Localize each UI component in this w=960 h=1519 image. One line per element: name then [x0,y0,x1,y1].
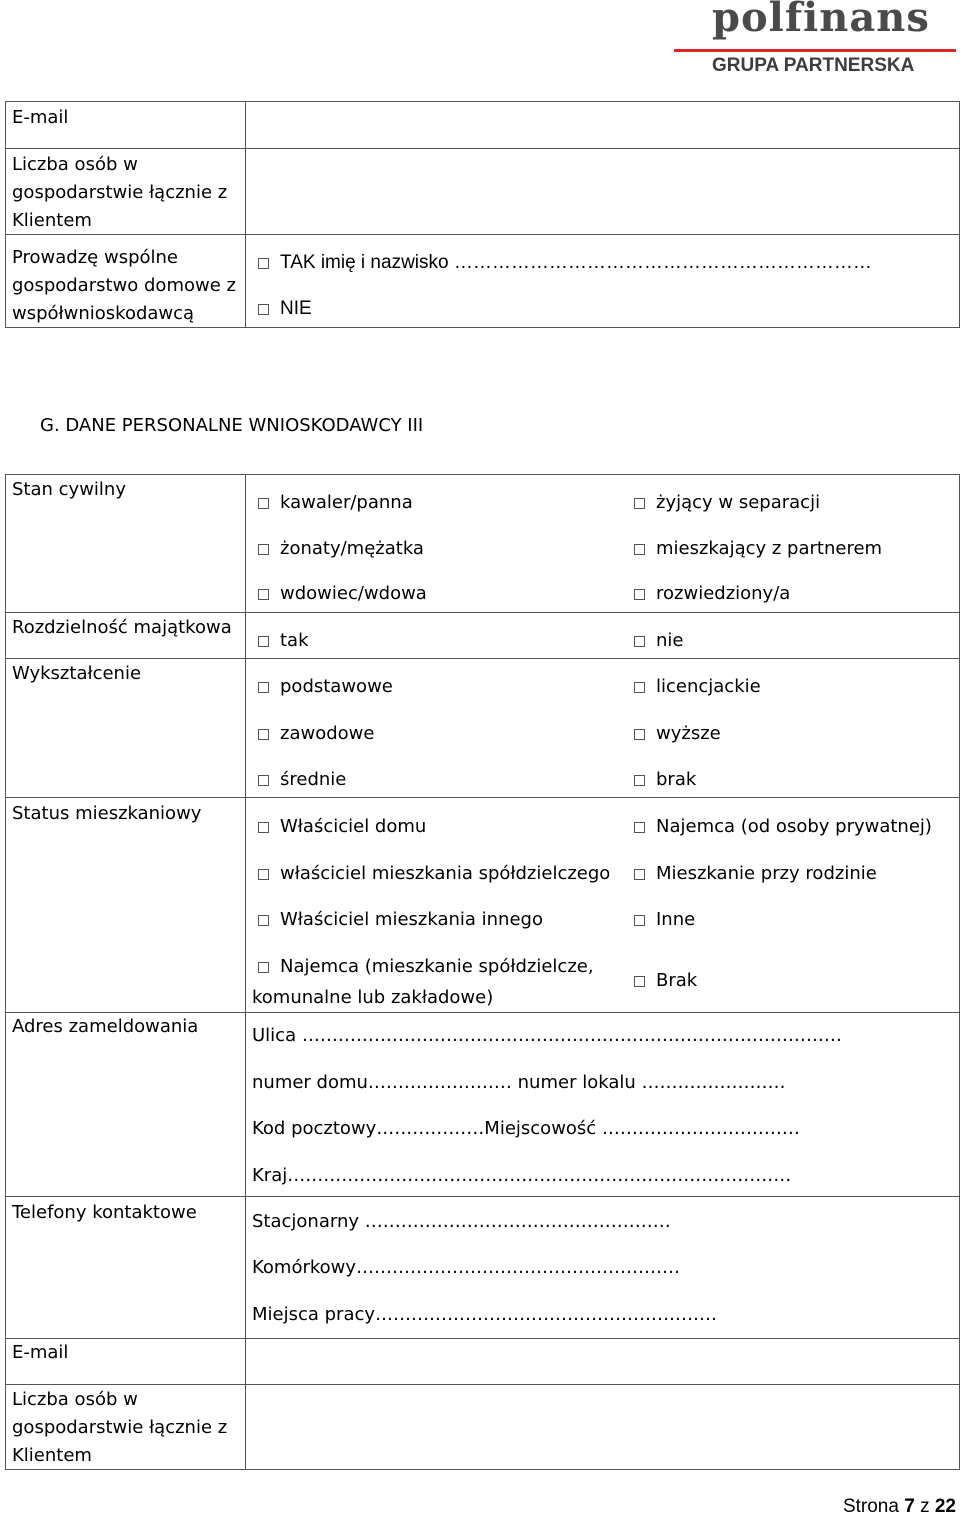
logo-underline [674,49,956,52]
checkbox-icon[interactable] [258,636,269,647]
option-label: tak [280,630,309,651]
checkbox-icon[interactable] [258,258,269,269]
section-heading: G. DANE PERSONALNE WNIOSKODAWCY III [40,415,424,436]
checkbox-icon[interactable] [258,682,269,693]
checkbox-icon[interactable] [258,304,269,315]
option-label: mieszkający z partnerem [656,538,883,559]
option-label: żonaty/mężatka [280,538,424,559]
marital-option[interactable] [258,489,413,517]
housing-option[interactable] [634,860,877,888]
shared-no-label: NIE [280,298,312,319]
option-label: Najemca (mieszkanie spółdzielcze, [280,956,594,977]
checkbox-icon[interactable] [634,822,645,833]
checkbox-icon[interactable] [634,498,645,509]
property-no-option[interactable] [634,627,683,655]
household-count-label: Liczba osób w gospodarstwie łącznie z Klientem [12,154,228,231]
checkbox-icon[interactable] [258,498,269,509]
checkbox-icon[interactable] [258,589,269,600]
option-label: Mieszkanie przy rodzinie [656,863,877,884]
page-total: 22 [934,1496,956,1517]
education-label: Wykształcenie [12,663,142,684]
checkbox-icon[interactable] [634,915,645,926]
option-label: wdowiec/wdowa [280,583,427,604]
shared-no-option[interactable] [258,295,312,323]
page-prefix: Strona [842,1496,905,1517]
checkbox-icon[interactable] [258,775,269,786]
housing-option[interactable] [258,906,543,934]
marital-option[interactable] [634,535,882,563]
option-label: zawodowe [280,723,375,744]
option-label: średnie [280,769,347,790]
landline-field[interactable]: Stacjonarny …………………………………………… [252,1211,671,1232]
shared-yes-option[interactable] [258,249,872,277]
option-label: żyjący w separacji [656,492,821,513]
checkbox-icon[interactable] [258,544,269,555]
page-separator: z [914,1496,935,1517]
option-label: rozwiedziony/a [656,583,791,604]
checkbox-icon[interactable] [634,775,645,786]
checkbox-icon[interactable] [634,544,645,555]
household-count-label: Liczba osób w gospodarstwie łącznie z Klientem [12,1389,228,1466]
work-phone-field[interactable]: Miejsca pracy………………………………………………… [252,1304,718,1325]
education-option[interactable] [258,720,374,748]
email-label: E-mail [12,107,69,128]
housing-option[interactable] [634,813,932,841]
checkbox-icon[interactable] [258,869,269,880]
housing-option[interactable] [634,906,695,934]
checkbox-icon[interactable] [258,822,269,833]
option-label: właściciel mieszkania spółdzielczego [280,863,611,884]
checkbox-icon[interactable] [634,682,645,693]
option-label: licencjackie [656,676,761,697]
mobile-field[interactable]: Komórkowy……………………………………………… [252,1257,681,1278]
checkbox-icon[interactable] [634,976,645,987]
education-option[interactable] [634,766,696,794]
option-label: Brak [656,970,698,991]
option-label: Właściciel mieszkania innego [280,909,543,930]
education-option[interactable] [634,673,761,701]
housing-option[interactable] [258,953,594,981]
housing-option[interactable] [258,813,426,841]
checkbox-icon[interactable] [634,869,645,880]
house-number-field[interactable]: numer domu…………………… numer lokalu …………………… [252,1072,786,1093]
page-current: 7 [904,1496,915,1517]
page-number [843,1496,956,1518]
checkbox-icon[interactable] [258,915,269,926]
logo-subtitle: GRUPA PARTNERSKA [712,55,915,76]
country-field[interactable]: Kraj………………………………………………………………………… [252,1165,792,1186]
marital-option[interactable] [634,580,790,608]
street-field[interactable]: Ulica ……………………………………………………………………………… [252,1025,842,1046]
option-label: Właściciel domu [280,816,427,837]
housing-option[interactable] [258,860,610,888]
property-separation-label: Rozdzielność majątkowa [12,617,232,638]
option-label: Inne [656,909,696,930]
housing-status-label: Status mieszkaniowy [12,803,202,824]
housing-option-continuation: komunalne lub zakładowe) [252,987,494,1008]
option-label: podstawowe [280,676,393,697]
option-label: brak [656,769,697,790]
checkbox-icon[interactable] [634,636,645,647]
logo-wordmark: polfinans [712,0,930,41]
registered-address-label: Adres zameldowania [12,1016,199,1037]
option-label: kawaler/panna [280,492,413,513]
option-label: Najemca (od osoby prywatnej) [656,816,932,837]
checkbox-icon[interactable] [634,729,645,740]
marital-option[interactable] [258,580,427,608]
marital-option[interactable] [634,489,820,517]
marital-option[interactable] [258,535,424,563]
polfinans-logo [674,0,960,82]
option-label: nie [656,630,684,651]
marital-status-label: Stan cywilny [12,479,126,500]
housing-option[interactable] [634,967,697,995]
email-label: E-mail [12,1342,69,1363]
checkbox-icon[interactable] [258,729,269,740]
property-yes-option[interactable] [258,627,309,655]
shared-household-label: Prowadzę wspólne gospodarstwo domowe z współwnioskodawcą [12,247,236,324]
contact-phones-label: Telefony kontaktowe [12,1202,197,1223]
shared-yes-label: TAK imię i nazwisko ………………………………………………………… [280,252,872,273]
postal-code-field[interactable]: Kod pocztowy………………Miejscowość …………………………… [252,1118,800,1139]
education-option[interactable] [634,720,721,748]
checkbox-icon[interactable] [258,962,269,973]
option-label: wyższe [656,723,721,744]
education-option[interactable] [258,673,393,701]
education-option[interactable] [258,766,346,794]
checkbox-icon[interactable] [634,589,645,600]
